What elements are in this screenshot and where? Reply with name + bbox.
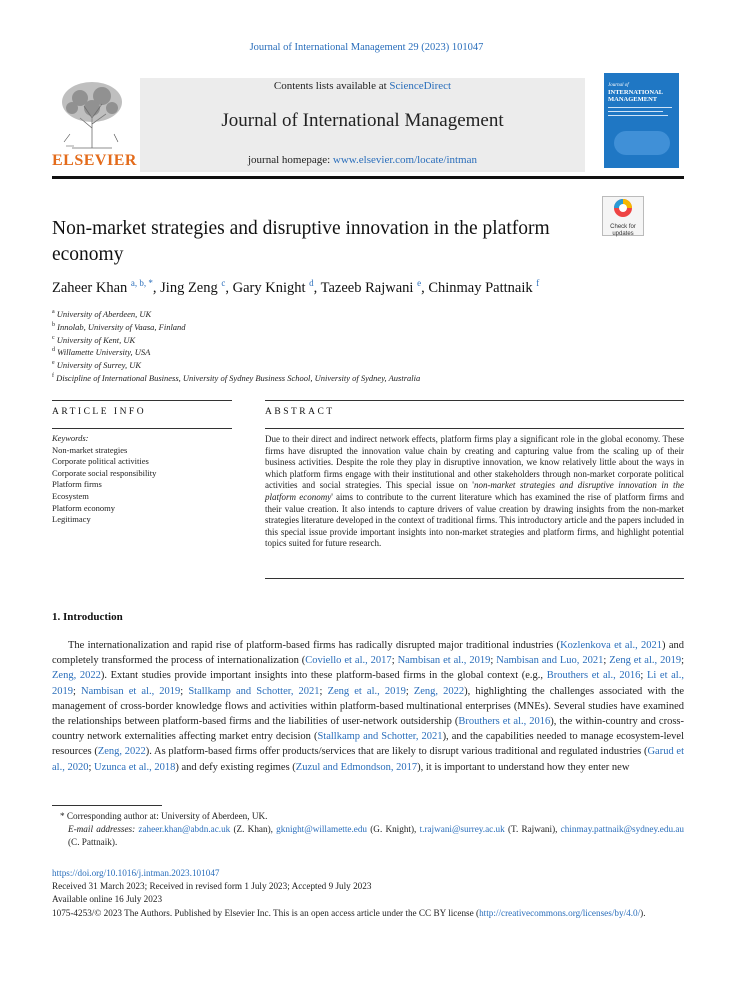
- paragraph-text: ) and completely transformed the process of internationalization (: [52, 640, 684, 667]
- paragraph-text: ;: [88, 761, 94, 773]
- paragraph-text: ). As platform-based firms offer products/services that are likely to disrupt various traditional and regulated industries (: [145, 746, 648, 758]
- paragraph-text: ), the within-country and cross-country network externalities affecting market entry decision (: [52, 716, 684, 743]
- citation-link[interactable]: Stallkamp and Schotter, 2021: [188, 685, 320, 697]
- abstract-text: Due to their direct and indirect network effects, platform firms play a significant role in the global economy. These firms have disrupted the innovation value chain by creating and capturing value from the scaling up of their business activities. Despite the role they play in disruptive innovation, we know relatively little about the ways in which platform firms engage with their institutional and other stakeholders through non-market corporate political activities and social strategies. This special issue on 'non-market strategies and disruptive innovation in the platform economy' aims to contribute to the current literature which has examined the rise of platform firms and their value creation. It also intends to capture drivers of value creation by drawing insights from the non-market strategies literature developed in the context of traditional firms. This introductory article and the papers included in this special issue provide important insights into non-market strategies and platform firms, and highlight potential topics suited for future research.: [265, 434, 684, 549]
- check-for-updates-button[interactable]: [602, 196, 644, 236]
- author-affil-sup[interactable]: a, b, *: [130, 278, 153, 288]
- citation-link[interactable]: Garud et al., 2020: [52, 746, 684, 773]
- paragraph-text: The internationalization and rapid rise of platform-based firms has radically disrupted major traditional industries (: [68, 640, 561, 651]
- citation-link[interactable]: Zuzul and Edmondson, 2017: [295, 761, 418, 773]
- email-link[interactable]: zaheer.khan@abdn.ac.uk: [138, 824, 231, 834]
- affiliation-item: $^a$ University of Aberdeen, UK: [52, 308, 152, 319]
- author-affil-sup[interactable]: d: [309, 278, 314, 288]
- affiliation-item: $^b$ Innolab, University of Vaasa, Finland: [52, 321, 186, 332]
- contents-line: [140, 80, 585, 92]
- homepage-line: [140, 154, 585, 166]
- affiliation-item: $^f$ Discipline of International Business, University of Sydney Business School, University of Sydney, Australia: [52, 372, 421, 383]
- email-addresses: E-mail addresses: zaheer.khan@abdn.ac.uk (Z. Khan), gknight@willamette.edu (G. Knight), t.rajwani@surrey.ac.uk (T. Rajwani), chinmay.pattnaik@sydney.edu.au (C. Pattnaik).: [68, 824, 685, 847]
- citation-link[interactable]: Li et al., 2019: [52, 670, 684, 697]
- citation-link[interactable]: Zeng et al., 2019: [327, 685, 406, 697]
- sciencedirect-link[interactable]: ScienceDirect: [389, 80, 452, 92]
- author-affil-sup[interactable]: c: [221, 278, 226, 288]
- article-info-top-rule: [52, 400, 232, 401]
- paragraph-text: ), highlighting the challenges associated with the management of cross-border knowledge flows and activities within platform-based multinational enterprises (MNEs). Several studies have examined the relationships between platform-based firms and the liabilities of user-network outsidership (: [52, 685, 684, 728]
- citation-link[interactable]: Kozlenkova et al., 2021: [560, 640, 663, 651]
- keywords-block: [52, 433, 232, 526]
- keyword-item: Platform firms: [52, 479, 102, 490]
- author-name[interactable]: Zaheer Khan: [52, 279, 128, 296]
- journal-title: Journal of International Management: [221, 110, 504, 131]
- paragraph-text: ), and the capabilities needed to manage ecosystem-level resources (: [52, 731, 685, 758]
- author-affil-sup[interactable]: e: [417, 278, 422, 288]
- keyword-item: Corporate political activities: [52, 456, 149, 467]
- corresponding-author-note: * Corresponding author at: University of Aberdeen, UK.: [60, 811, 268, 821]
- article-info-heading: ARTICLE INFO: [52, 407, 147, 417]
- paragraph-text: ;: [490, 655, 497, 667]
- keyword-item: Platform economy: [52, 502, 116, 513]
- introduction-paragraph: [52, 638, 684, 775]
- keyword-item: Corporate social responsibility: [52, 467, 157, 478]
- available-online: Available online 16 July 2023: [52, 894, 163, 905]
- paragraph-text: ;: [391, 655, 398, 667]
- paragraph-text: ;: [180, 685, 189, 697]
- header-rule: [52, 176, 684, 179]
- homepage-link[interactable]: www.elsevier.com/locate/intman: [332, 154, 477, 166]
- paragraph-text: ;: [640, 670, 647, 682]
- citation-link[interactable]: Uzunca et al., 2018: [94, 761, 176, 773]
- paragraph-text: ). Extant studies provide important insights into these platform-based firms in the global context (e.g.,: [100, 670, 547, 682]
- keywords-label: Keywords:: [52, 433, 89, 443]
- abstract-rule: [265, 428, 684, 429]
- paragraph-text: ;: [603, 655, 610, 667]
- homepage-prefix: journal homepage:: [248, 154, 333, 166]
- abstract-bottom-rule: [265, 578, 684, 579]
- abstract-heading: ABSTRACT: [265, 407, 335, 417]
- paragraph-text: ;: [405, 685, 414, 697]
- citation-link[interactable]: Stallkamp and Schotter, 2021: [317, 731, 443, 743]
- cover-title: INTERNATIONAL MANAGEMENT: [608, 89, 663, 103]
- abstract-top-rule: [265, 400, 684, 401]
- citation-link[interactable]: Zeng, 2022: [413, 685, 465, 697]
- author-list: Zaheer Khan $^{a, b, *}$, Jing Zeng $^c$, Gary Knight $^d$, Tazeeb Rajwani $^e$, Chinmay Pattnaik $^f$: [52, 278, 540, 296]
- author-affil-sup[interactable]: f: [536, 278, 540, 288]
- article-title: Non-market strategies and disruptive innovation in the platform economy: [52, 218, 550, 265]
- paragraph-text: ;: [73, 685, 82, 697]
- paragraph-text: ;: [681, 655, 685, 667]
- contents-prefix: Contents lists available at: [273, 80, 390, 92]
- paragraph-text: ), it is important to understand how they enter new: [417, 761, 630, 773]
- citation-link[interactable]: Nambisan and Luo, 2021: [496, 655, 604, 667]
- journal-reference[interactable]: Journal of International Management 29 (2023) 101047: [249, 42, 484, 53]
- article-info-rule: [52, 428, 232, 429]
- doi-link[interactable]: https://doi.org/10.1016/j.intman.2023.101047: [52, 868, 220, 878]
- citation-link[interactable]: Brouthers et al., 2016: [546, 670, 641, 682]
- cover-prefix: Journal of: [608, 83, 629, 88]
- author-name[interactable]: Tazeeb Rajwani: [320, 279, 414, 296]
- license-link[interactable]: http://creativecommons.org/licenses/by/4.0/: [479, 907, 641, 918]
- paragraph-text: ;: [319, 685, 328, 697]
- citation-link[interactable]: Nambisan et al., 2019: [397, 655, 491, 667]
- citation-link[interactable]: Brouthers et al., 2016: [458, 716, 551, 728]
- license-statement: 1075-4253/© 2023 The Authors. Published by Elsevier Inc. This is an open access article under the CC BY license (http://creativecommons.org/licenses/by/4.0/).: [52, 907, 646, 918]
- received-dates: Received 31 March 2023; Received in revised form 1 July 2023; Accepted 9 July 2023: [52, 881, 372, 892]
- email-link[interactable]: t.rajwani@surrey.ac.uk: [419, 824, 505, 834]
- footnote: [52, 810, 684, 849]
- citation-link[interactable]: Coviello et al., 2017: [305, 655, 392, 667]
- journal-cover-image[interactable]: [604, 73, 679, 168]
- elsevier-wordmark: ELSEVIER: [52, 152, 137, 169]
- footnote-rule: [52, 805, 162, 806]
- keyword-item: Non-market strategies: [52, 444, 128, 455]
- affiliation-item: $^c$ University of Kent, UK: [52, 334, 136, 345]
- citation-link[interactable]: Zeng, 2022: [52, 670, 101, 682]
- keyword-item: Ecosystem: [52, 490, 89, 501]
- section-heading-introduction: 1. Introduction: [52, 611, 123, 623]
- email-link[interactable]: gknight@willamette.edu: [276, 824, 368, 834]
- email-link[interactable]: chinmay.pattnaik@sydney.edu.au: [560, 824, 685, 834]
- publication-info: [52, 867, 684, 920]
- citation-link[interactable]: Zeng et al., 2019: [609, 655, 682, 667]
- author-name[interactable]: Chinmay Pattnaik: [428, 279, 533, 296]
- citation-link[interactable]: Zeng, 2022: [97, 746, 146, 758]
- author-name[interactable]: Gary Knight: [232, 279, 306, 296]
- check-updates-label: Check for updates: [610, 224, 636, 237]
- keyword-item: Legitimacy: [52, 514, 91, 525]
- citation-link[interactable]: Nambisan et al., 2019: [81, 685, 181, 697]
- affiliation-list: [52, 307, 652, 384]
- check-updates-icon: [603, 197, 643, 219]
- paragraph-text: ) and defy existing regimes (: [175, 761, 296, 773]
- affiliation-item: $^d$ Willamette University, USA: [52, 347, 151, 358]
- affiliation-item: $^e$ University of Surrey, UK: [52, 360, 141, 371]
- author-name[interactable]: Jing Zeng: [160, 279, 218, 296]
